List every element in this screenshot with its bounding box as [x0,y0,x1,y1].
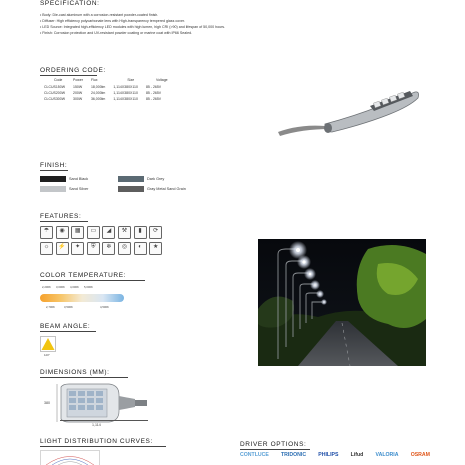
table-cell: CLCUS200W [44,90,66,95]
table-cell: 1,114X380X110 [113,97,138,102]
finish-label: Sand Silver [69,187,89,191]
table-cell: 85 - 265V [145,97,162,102]
temp-label: 2,200K [42,285,51,289]
spec-line: • LED Source: Integrated high-efficiency LED modules with high lumen, high CRI (>90) and lifespan of 50,000 hours. [40,25,226,29]
dimension-width-label: 1,114 [92,423,101,427]
quality-icon: ✦ [71,242,84,255]
driver-logo-row [240,452,430,458]
table-cell: 300W [73,97,83,102]
temp-label: 2,700K [46,305,55,309]
ordering-table [40,77,172,103]
lens-icon: ◎ [118,242,131,255]
features-underline [40,221,88,222]
module-icon: ▭ [87,226,100,239]
finish-swatch-gray-metal [118,186,144,192]
color-temperature-gradient-bar [40,294,124,302]
table-cell: 1,114X380X110 [113,84,138,89]
color-temperature-underline [40,280,145,281]
light-distribution-underline [40,446,166,447]
driver-logo: OSRAM [410,452,430,458]
temp-label: 3,000K [56,285,65,289]
tool-free-icon: ⚒ [118,226,131,239]
spec-line: • Finish: Corrosion protection and UV-resistant powder coating or marine coat with IP66 Sealed. [40,31,193,35]
street-light-product-image [270,80,425,150]
specification-list [40,12,340,36]
light-distribution-heading: LIGHT DISTRIBUTION CURVES: [40,438,153,445]
light-distribution-curve [40,450,100,465]
driver-logo: VALORIA [375,452,399,458]
column-header: Code [54,78,63,83]
finish-label: Sand Black [69,177,89,181]
finish-label: Dark Grey [147,177,165,181]
table-cell: 85 - 265V [145,84,162,89]
table-cell: 1,114X380X110 [113,90,138,95]
night-street-photo [258,239,426,366]
column-header: Voltage [155,78,168,83]
table-cell: CLCUS150W [44,84,66,89]
driver-logo: TRIDONIC [281,452,307,458]
chip-icon: ▦ [71,226,84,239]
table-cell: CLCUS300W [44,97,66,102]
table-cell: 150W [73,84,83,89]
dimming-icon: ◐ [134,242,147,255]
color-temperature-heading: COLOR TEMPERATURE: [40,272,127,279]
temperature-icon: ☼ [40,242,53,255]
temp-label: 4,500K [100,305,109,309]
driver-options-heading: DRIVER OPTIONS: [240,441,307,448]
beam-angle-label: 120° [44,353,50,357]
spec-line: • Diffuser: High efficiency polycarbonate lens with High-transparency tempered glass cover. [40,19,185,23]
finish-label: Gray Metal Sand Grain [147,187,186,191]
specification-heading: SPECIFICATION: [40,0,100,7]
driver-logo: PHILIPS [318,452,339,458]
high-voltage-icon: ⚡ [56,242,69,255]
ordering-heading: ORDERING CODE: [40,67,106,74]
table-row [40,96,172,102]
column-header: Flux [90,78,98,83]
finish-swatch-sand-black [40,176,66,182]
column-header: Power [73,78,83,83]
beam-angle-heading: BEAM ANGLE: [40,323,91,330]
dimension-height-label: 380 [44,401,50,405]
finish-heading: FINISH: [40,162,68,169]
warranty-icon: ★ [149,242,162,255]
lamp-icon: ◉ [56,226,69,239]
features-grid [40,226,180,255]
table-cell: 85 - 265V [145,90,162,95]
spec-line: • Body: Die-cast aluminum with a corrosion-resistant powder-coated finish. [40,13,159,17]
cooling-icon: ❄ [102,242,115,255]
finish-swatch-dark-grey [118,176,144,182]
driver-options-underline [240,449,310,450]
temp-label: 5,000K [84,285,93,289]
table-cell: 24,000lm [90,90,106,95]
driver-logo: Lifud [350,452,364,458]
dimensions-heading: DIMENSIONS (MM): [40,369,110,376]
angle-icon: ◢ [102,226,115,239]
temp-label: 4,000K [70,285,79,289]
table-cell: 18,000lm [90,84,106,89]
finish-swatch-sand-silver [40,186,66,192]
beam-angle-icon [40,336,56,352]
ordering-underline [40,75,97,76]
dimensions-underline [40,377,128,378]
driver-logo: CONTLUCE [240,452,269,458]
column-header: Size [127,78,135,83]
tilt-icon: ⟳ [149,226,162,239]
dimension-width-line [60,420,148,421]
table-cell: 36,000lm [90,97,106,102]
table-cell: 200W [73,90,83,95]
surge-protection-icon: ⛨ [87,242,100,255]
beam-angle-underline [40,331,96,332]
finish-underline [40,170,68,171]
battery-icon: ▮ [134,226,147,239]
ip66-icon: ☂ [40,226,53,239]
features-heading: FEATURES: [40,213,82,220]
temp-label: 3,500K [64,305,73,309]
